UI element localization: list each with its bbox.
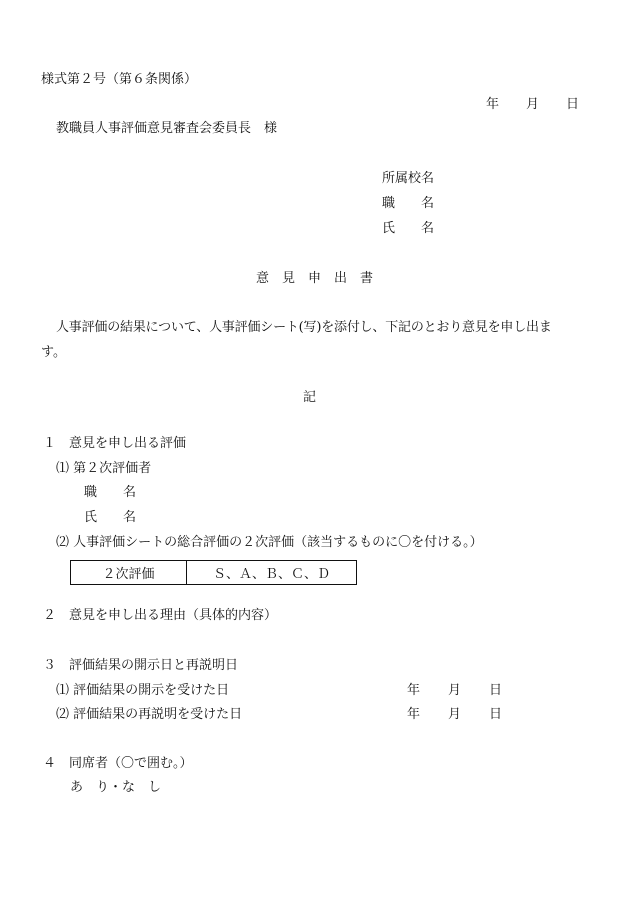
section-3-title: ３ 評価結果の開示日と再説明日	[43, 658, 239, 673]
reexplanation-year-label: 年	[407, 707, 421, 722]
section-1-sub-1: ⑴ 第２次評価者	[56, 461, 152, 476]
addressee: 教職員人事評価意見審査会委員長 様	[56, 121, 278, 136]
position-label: 職 名	[382, 196, 435, 211]
table-row	[71, 561, 357, 585]
reexplanation-date-label: ⑵ 評価結果の再説明を受けた日	[56, 707, 243, 722]
date-year-label: 年	[486, 97, 500, 112]
section-1-sub-2: ⑵ 人事評価シートの総合評価の２次評価（該当するものに〇を付ける。）	[56, 535, 483, 550]
grade-label-cell: ２次評価	[71, 561, 187, 585]
reexplanation-month-label: 月	[448, 707, 462, 722]
attendee-options: あ り・な し	[70, 780, 162, 795]
date-day-label: 日	[566, 97, 580, 112]
grade-options-cell: Ｓ、Ａ、Ｂ、Ｃ、Ｄ	[187, 561, 357, 585]
disclosure-date-label: ⑴ 評価結果の開示を受けた日	[56, 683, 230, 698]
disclosure-year-label: 年	[407, 683, 421, 698]
name-label: 氏 名	[382, 221, 435, 236]
intro-line-2: す。	[41, 345, 66, 360]
section-1-title: １ 意見を申し出る評価	[43, 436, 187, 451]
ki-heading: 記	[303, 390, 317, 405]
intro-line-1: 人事評価の結果について、人事評価シート(写)を添付し、下記のとおり意見を申し出ま	[56, 320, 552, 335]
section-4-title: ４ 同席者（〇で囲む。）	[43, 756, 193, 771]
disclosure-month-label: 月	[448, 683, 462, 698]
form-number: 様式第２号（第６条関係）	[41, 72, 198, 87]
disclosure-day-label: 日	[489, 683, 503, 698]
grade-table	[70, 560, 357, 585]
evaluator-name-label: 氏 名	[84, 510, 137, 525]
date-month-label: 月	[526, 97, 540, 112]
section-2-title: ２ 意見を申し出る理由（具体的内容）	[43, 608, 278, 623]
evaluator-position-label: 職 名	[84, 485, 137, 500]
school-name-label: 所属校名	[382, 171, 435, 186]
document-title: 意 見 申 出 書	[256, 271, 374, 286]
reexplanation-day-label: 日	[489, 707, 503, 722]
